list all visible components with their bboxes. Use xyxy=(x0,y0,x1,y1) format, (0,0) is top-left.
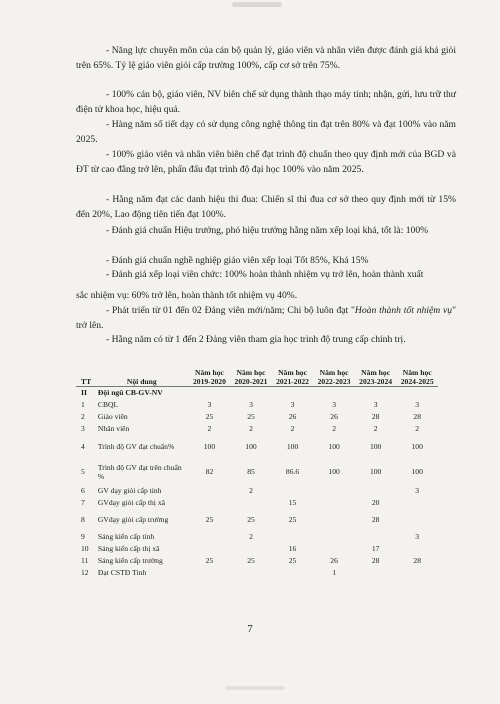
paragraph-principal-evaluation: - Đánh giá chuẩn Hiệu trưởng, phó hiệu trưởng hằng năm xếp loại khá, tốt là: 100% xyxy=(106,225,429,236)
paragraph-computer-skills: - 100% cán bộ, giáo viên, NV biên chế sử dụng thành thạo máy tính; nhận, gửi, lưu trữ thư điện tử khoa học, hiệu quả. xyxy=(76,89,456,115)
table-row: 1 CBQL 3 3 3 3 3 3 xyxy=(81,399,420,409)
table-row: 6 GV dạy giỏi cấp tỉnh 2 3 xyxy=(81,485,420,495)
paragraph-emulation-titles: - Hằng năm đạt các danh hiệu thi đua: Chiến sĩ thi đua cơ sở theo quy định mới từ 15% đến 20%, Lao động tiên tiến đạt 100%. xyxy=(76,194,456,220)
table-row: 9 Sáng kiến cấp tỉnh 2 3 xyxy=(81,531,420,541)
paragraph-staff-rating-continued: sắc nhiệm vụ: 60% trở lên, hoàn thành tốt nhiệm vụ 40%. xyxy=(76,290,298,301)
party-quote: Hoàn thành tốt nhiệm vụ xyxy=(354,305,453,316)
header-2023-2024: Năm học 2023-2024 xyxy=(355,360,397,387)
section-title: Đội ngũ CB-GV-NV xyxy=(97,387,163,397)
section-number: II xyxy=(81,387,87,397)
paragraph-staff-rating: - Đánh giá xếp loại viên chức: 100% hoàn thành nhiệm vụ trở lên, hoàn thành xuất xyxy=(106,269,424,280)
paragraph-professional-capacity: - Năng lực chuyên môn của cán bộ quản lý, giáo viên và nhân viên được đánh giá khá giỏi trên 65%. Tỷ lệ giáo viên giỏi cấp trường 100%, cấp cơ sở trên 75%. xyxy=(76,45,456,71)
page-number: 7 xyxy=(247,623,253,635)
paragraph-teacher-evaluation: - Đánh giá chuẩn nghề nghiệp giáo viên xếp loại Tốt 85%, Khá 15% xyxy=(106,255,369,266)
table-row: 8 GVdạy giỏi cấp trường 25 25 25 28 xyxy=(81,514,380,524)
header-2021-2022: Năm học 2021-2022 xyxy=(272,360,314,387)
table-row: 10 Sáng kiến cấp thị xã 16 17 xyxy=(81,543,380,553)
table-row: 7 GVdạy giỏi cấp thị xã 15 20 xyxy=(81,497,380,507)
header-2019-2020: Năm học 2019-2020 xyxy=(189,360,231,387)
section-row xyxy=(76,387,438,400)
table-row: 4 Trình độ GV đạt chuẩn% 100 100 100 100 100 100 xyxy=(81,442,423,452)
scan-artifact xyxy=(232,2,282,7)
header-2022-2023: Năm học 2022-2023 xyxy=(313,360,355,387)
table-row: 12 Đạt CSTĐ Tỉnh 1 xyxy=(81,567,336,577)
paragraph-political-training: - Hằng năm có từ 1 đến 2 Đảng viên tham gia học trình độ trung cấp chính trị. xyxy=(106,334,406,345)
scan-artifact xyxy=(225,686,285,690)
table-row: 5 Trình độ GV đạt trên chuẩn % 82 85 86.6 100 100 100 xyxy=(81,462,423,481)
table-row: 2 Giáo viên 25 25 26 26 28 28 xyxy=(81,411,421,421)
table-row: 3 Nhân viên 2 2 2 2 2 2 xyxy=(81,423,420,433)
table-header-row xyxy=(76,360,438,387)
staff-plan-table xyxy=(76,360,438,579)
header-tt: TT xyxy=(76,360,95,387)
header-2024-2025: Năm học 2024-2025 xyxy=(396,360,438,387)
paragraph-qualification-standard: - 100% giáo viên và nhân viên biên chế đạt trình độ chuẩn theo quy định mới của BGD và ĐT từ cao đẳng trở lên, phấn đấu đạt trình độ đại học 100% vào năm 2025. xyxy=(76,149,456,175)
paragraph-it-lessons: - Hàng năm số tiết dạy có sử dụng công nghệ thông tin đạt trên 80% và đạt 100% vào năm 2025. xyxy=(76,119,456,145)
party-text-start: - Phát triển từ 01 đến 02 Đảng viên mới/năm; Chi bộ luôn đạt " xyxy=(106,305,355,316)
party-text-end: " trở lên. xyxy=(76,305,456,331)
header-2020-2021: Năm học 2020-2021 xyxy=(230,360,272,387)
table-row: 11 Sáng kiến cấp trường 25 25 25 26 28 28 xyxy=(81,555,421,565)
paragraph-party-development xyxy=(76,304,456,333)
header-content: Nội dung xyxy=(95,360,189,387)
